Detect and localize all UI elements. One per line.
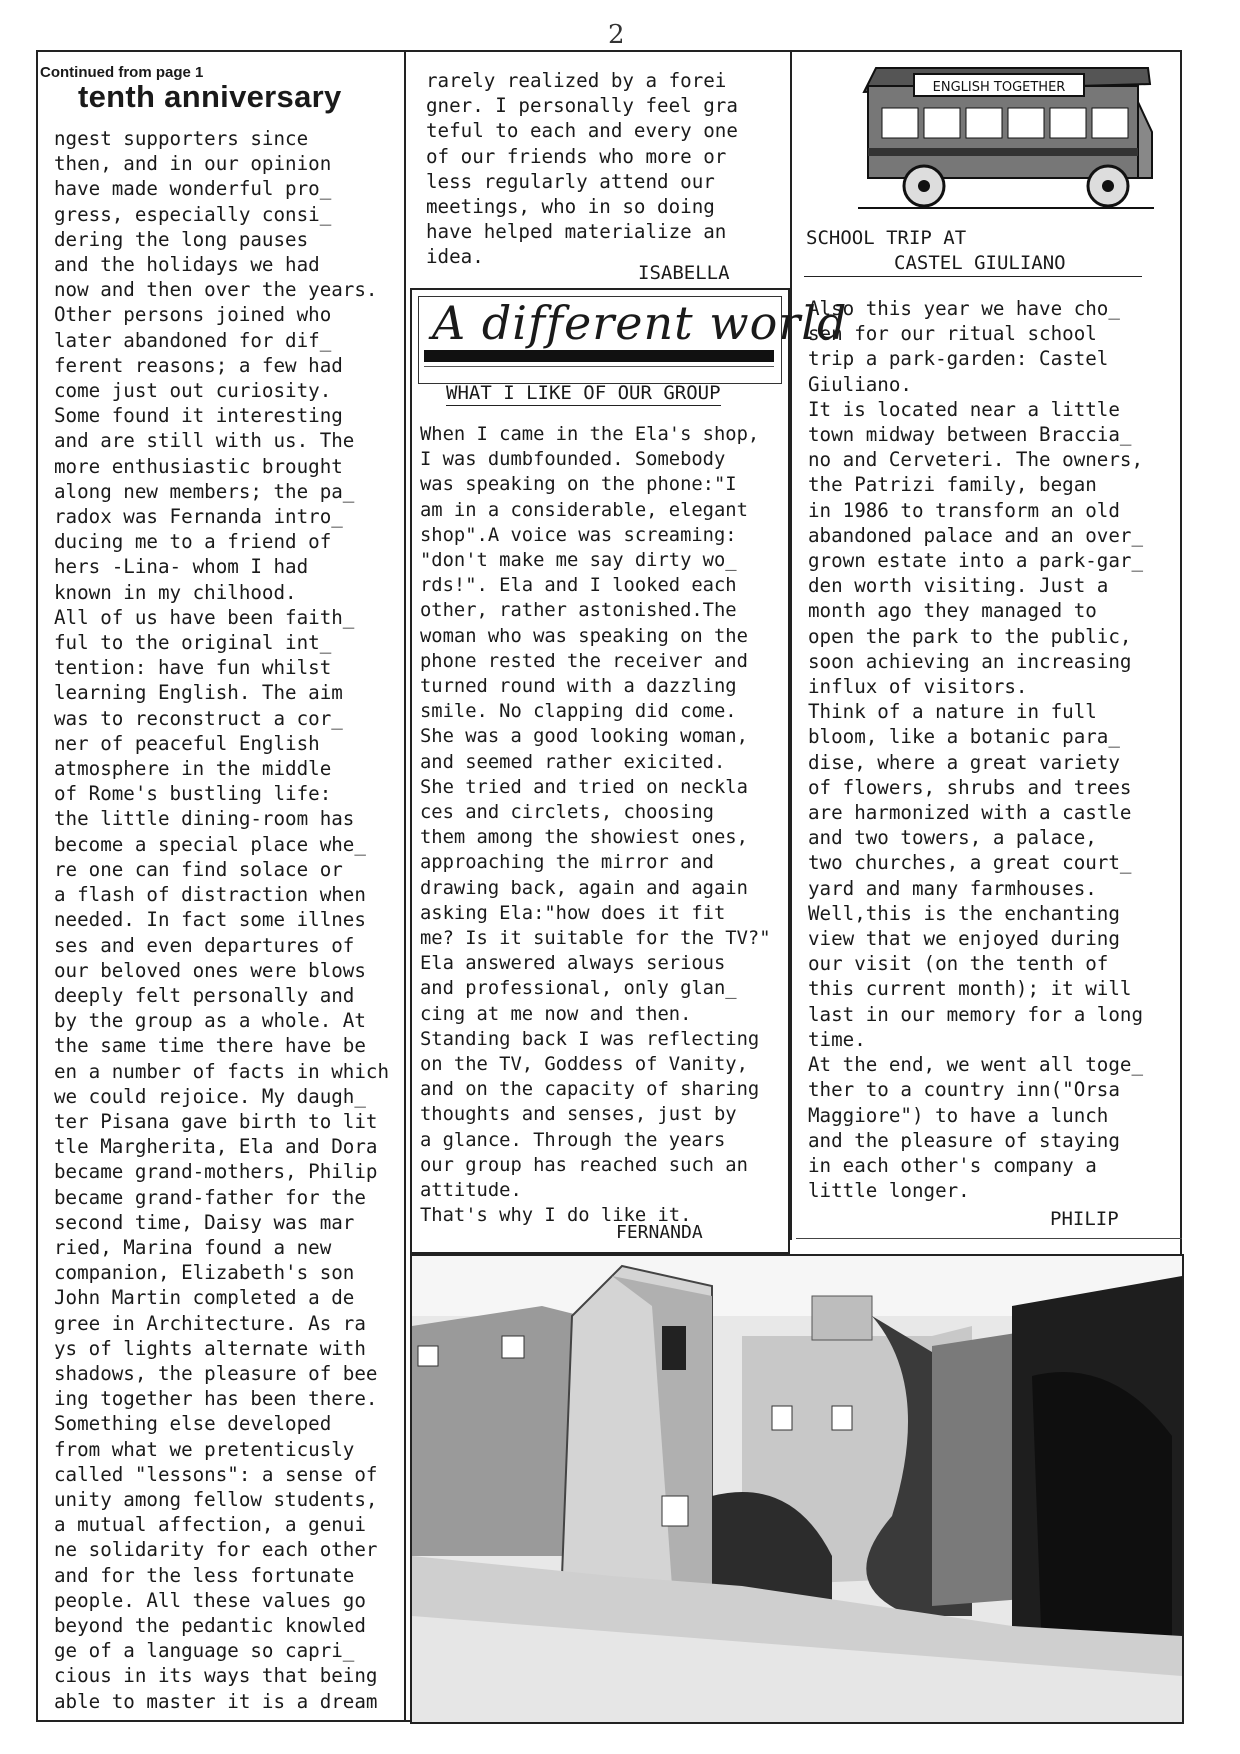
text-line: beyond the pedantic knowled — [54, 1613, 366, 1637]
continued-note: Continued from page 1 — [40, 64, 204, 81]
text-line: soon achieving an increasing — [808, 649, 1132, 673]
decorative-bar — [424, 350, 774, 362]
trip-title-line: CASTEL GIULIANO — [894, 252, 1066, 274]
text-line: cing at me now and then. — [420, 1003, 692, 1025]
tenth-anniversary-body — [54, 126, 409, 1716]
text-line: Ela answered always serious — [420, 953, 726, 975]
text-line: ful to the original int_ — [54, 631, 332, 655]
column-divider — [790, 50, 792, 1240]
text-line: less regularly attend our — [426, 169, 715, 193]
text-line: me? Is it suitable for the TV?" — [420, 928, 771, 950]
article-headline: tenth anniversary — [78, 79, 342, 114]
text-line: Other persons joined who — [54, 303, 332, 327]
text-line: of flowers, shrubs and trees — [808, 775, 1132, 799]
text-line: and two towers, a palace, — [808, 826, 1097, 850]
text-line: sen for our ritual school — [808, 322, 1097, 346]
text-line: Think of a nature in full — [808, 700, 1097, 724]
text-line: ne solidarity for each other — [54, 1538, 378, 1562]
text-line: later abandoned for dif_ — [54, 328, 332, 352]
text-line: in each other's company a — [808, 1153, 1097, 1177]
text-line: this current month); it will — [808, 977, 1132, 1001]
text-line: and the holidays we had — [54, 253, 320, 277]
text-line: approaching the mirror and — [420, 852, 714, 874]
text-line: time. — [808, 1027, 866, 1051]
text-line: influx of visitors. — [808, 675, 1028, 699]
text-line: month ago they managed to — [808, 599, 1097, 623]
text-line: meetings, who in so doing — [426, 195, 715, 219]
text-line: shop".A voice was screaming: — [420, 524, 737, 546]
bus-illustration — [858, 62, 1154, 216]
text-line: second time, Daisy was mar — [54, 1210, 355, 1234]
text-line: become a special place whe_ — [54, 832, 366, 856]
text-line: of our friends who more or — [426, 144, 727, 168]
text-line: from what we pretenticusly — [54, 1437, 355, 1461]
text-line: It is located near a little — [808, 397, 1120, 421]
author-signature: FERNANDA — [616, 1222, 703, 1243]
text-line: Giuliano. — [808, 372, 912, 396]
castle-photo-image — [412, 1256, 1182, 1722]
text-line: grown estate into a park-gar_ — [808, 549, 1144, 573]
text-line: am in a considerable, elegant — [420, 499, 748, 521]
text-line: dering the long pauses — [54, 227, 309, 251]
text-line: was to reconstruct a cor_ — [54, 706, 343, 730]
text-line: ferent reasons; a few had — [54, 353, 343, 377]
text-line: open the park to the public, — [808, 624, 1132, 648]
text-line: "don't make me say dirty wo_ — [420, 550, 737, 572]
text-line: phone rested the receiver and — [420, 650, 748, 672]
text-line: and seemed rather exicited. — [420, 751, 726, 773]
text-line: ried, Marina found a new — [54, 1235, 332, 1259]
page-frame-left — [36, 50, 38, 1720]
text-line: by the group as a whole. At — [54, 1009, 366, 1033]
text-line: them among the showiest ones, — [420, 827, 748, 849]
text-line: on the TV, Goddess of Vanity, — [420, 1054, 748, 1076]
text-line: en a number of facts in which — [54, 1059, 390, 1083]
text-line: the little dining-room has — [54, 807, 355, 831]
text-line: our group has reached such an — [420, 1154, 748, 1176]
text-line: Some found it interesting — [54, 404, 343, 428]
text-line: teful to each and every one — [426, 119, 738, 143]
text-line: companion, Elizabeth's son — [54, 1261, 355, 1285]
text-line: along new members; the pa_ — [54, 479, 355, 503]
text-line: ses and even departures of — [54, 933, 355, 957]
text-line: smile. No clapping did come. — [420, 701, 737, 723]
text-line: gree in Architecture. As ra — [54, 1311, 366, 1335]
trip-title — [806, 226, 1066, 276]
isabella-article-end — [426, 68, 781, 270]
text-line: attitude. — [420, 1180, 522, 1202]
divider — [424, 366, 774, 367]
page-frame-right — [1180, 50, 1182, 1254]
text-line: ing together has been there. — [54, 1387, 378, 1411]
text-line: She was a good looking woman, — [420, 726, 748, 748]
text-line: ther to a country inn("Orsa — [808, 1078, 1120, 1102]
text-line: and for the less fortunate — [54, 1563, 355, 1587]
page-number: 2 — [608, 20, 625, 50]
text-line: people. All these values go — [54, 1588, 366, 1612]
text-line: no and Cerveteri. The owners, — [808, 448, 1144, 472]
text-line: re one can find solace or — [54, 857, 343, 881]
text-line: drawing back, again and again — [420, 877, 748, 899]
article-headline: A different world — [432, 296, 848, 350]
page-frame-top — [36, 50, 1182, 52]
text-line: rarely realized by a forei — [426, 69, 727, 92]
text-line: Well,this is the enchanting — [808, 901, 1120, 925]
text-line: more enthusiastic brought — [54, 454, 343, 478]
text-line: unity among fellow students, — [54, 1487, 378, 1511]
text-line: deeply felt personally and — [54, 983, 355, 1007]
text-line: town midway between Braccia_ — [808, 423, 1132, 447]
text-line: asking Ela:"how does it fit — [420, 902, 726, 924]
text-line: rds!". Ela and I looked each — [420, 575, 737, 597]
text-line: gner. I personally feel gra — [426, 94, 738, 118]
text-line: bloom, like a botanic para_ — [808, 725, 1120, 749]
text-line: dise, where a great variety — [808, 750, 1120, 774]
text-line: She tried and tried on neckla — [420, 776, 748, 798]
text-line: and on the capacity of sharing — [420, 1079, 760, 1101]
text-line: trip a park-garden: Castel — [808, 347, 1109, 371]
text-line: tle Margherita, Ela and Dora — [54, 1135, 378, 1159]
text-line: gress, especially consi_ — [54, 202, 332, 226]
text-line: den worth visiting. Just a — [808, 574, 1109, 598]
text-line: and the pleasure of staying — [808, 1128, 1120, 1152]
text-line: come just out curiosity. — [54, 379, 332, 403]
different-world-body — [420, 422, 782, 1228]
text-line: ces and circlets, choosing — [420, 802, 714, 824]
text-line: Standing back I was reflecting — [420, 1028, 760, 1050]
tenth-anniversary-header — [40, 64, 400, 115]
text-line: other, rather astonished.The — [420, 600, 737, 622]
text-line: ducing me to a friend of — [54, 530, 332, 554]
school-trip-body — [808, 296, 1178, 1206]
author-signature: PHILIP — [1050, 1208, 1119, 1230]
text-line: became grand-mothers, Philip — [54, 1160, 378, 1184]
text-line: called "lessons": a sense of — [54, 1462, 378, 1486]
text-line: Maggiore") to have a lunch — [808, 1103, 1109, 1127]
text-line: When I came in the Ela's shop, — [420, 424, 760, 445]
trip-title-line: SCHOOL TRIP AT — [806, 227, 967, 249]
text-line: now and then over the years. — [54, 278, 378, 302]
text-line: ngest supporters since — [54, 127, 309, 150]
text-line: abandoned palace and an over_ — [808, 523, 1144, 547]
text-line: became grand-father for the — [54, 1185, 366, 1209]
text-line: ter Pisana gave birth to lit — [54, 1109, 378, 1133]
text-line: a mutual affection, a genui — [54, 1513, 366, 1537]
divider — [796, 1238, 1182, 1239]
text-line: our beloved ones were blows — [54, 958, 366, 982]
text-line: ge of a language so capri_ — [54, 1639, 355, 1663]
text-line: At the end, we went all toge_ — [808, 1053, 1144, 1077]
text-line: our visit (on the tenth of — [808, 952, 1109, 976]
text-line: Something else developed — [54, 1412, 332, 1436]
text-line: have helped materialize an — [426, 220, 727, 244]
text-line: have made wonderful pro_ — [54, 177, 332, 201]
text-line: the Patrizi family, began — [808, 473, 1097, 497]
text-line: and are still with us. The — [54, 429, 355, 453]
text-line: two churches, a great court_ — [808, 851, 1132, 875]
bus-banner: ENGLISH TOGETHER — [932, 80, 1066, 95]
text-line: ys of lights alternate with — [54, 1336, 366, 1360]
text-line: a glance. Through the years — [420, 1129, 726, 1151]
text-line: able to master it is a dream — [54, 1689, 378, 1713]
text-line: woman who was speaking on the — [420, 625, 748, 647]
text-line: cious in its ways that being — [54, 1664, 378, 1688]
text-line: tention: have fun whilst — [54, 656, 332, 680]
text-line: needed. In fact some illnes — [54, 908, 366, 932]
divider — [804, 276, 1142, 277]
text-line: in 1986 to transform an old — [808, 498, 1120, 522]
text-line: little longer. — [808, 1179, 970, 1203]
text-line: idea. — [426, 245, 484, 269]
text-line: I was dumbfounded. Somebody — [420, 449, 726, 471]
article-subtitle: WHAT I LIKE OF OUR GROUP — [446, 382, 721, 404]
text-line: All of us have been faith_ — [54, 605, 355, 629]
text-line: hers -Lina- whom I had — [54, 555, 309, 579]
text-line: last in our memory for a long — [808, 1002, 1144, 1026]
castle-photo — [410, 1254, 1184, 1724]
text-line: of Rome's bustling life: — [54, 782, 332, 806]
text-line: we could rejoice. My daugh_ — [54, 1084, 366, 1108]
text-line: thoughts and senses, just by — [420, 1104, 737, 1126]
text-line: That's why I do like it. — [420, 1205, 692, 1227]
text-line: shadows, the pleasure of bee — [54, 1361, 378, 1385]
text-line: was speaking on the phone:"I — [420, 474, 737, 496]
text-line: atmosphere in the middle — [54, 757, 332, 781]
text-line: view that we enjoyed during — [808, 927, 1120, 951]
text-line: a flash of distraction when — [54, 883, 366, 907]
text-line: learning English. The aim — [54, 681, 343, 705]
text-line: then, and in our opinion — [54, 152, 332, 176]
text-line: John Martin completed a de — [54, 1286, 355, 1310]
text-line: the same time there have be — [54, 1034, 366, 1058]
text-line: ner of peaceful English — [54, 731, 320, 755]
text-line: radox was Fernanda intro_ — [54, 505, 343, 529]
text-line: Also this year we have cho_ — [808, 297, 1120, 320]
text-line: and professional, only glan_ — [420, 978, 737, 1000]
text-line: known in my chilhood. — [54, 580, 297, 604]
text-line: turned round with a dazzling — [420, 676, 737, 698]
text-line: yard and many farmhouses. — [808, 876, 1097, 900]
text-line: are harmonized with a castle — [808, 801, 1132, 825]
author-signature: ISABELLA — [638, 262, 730, 284]
